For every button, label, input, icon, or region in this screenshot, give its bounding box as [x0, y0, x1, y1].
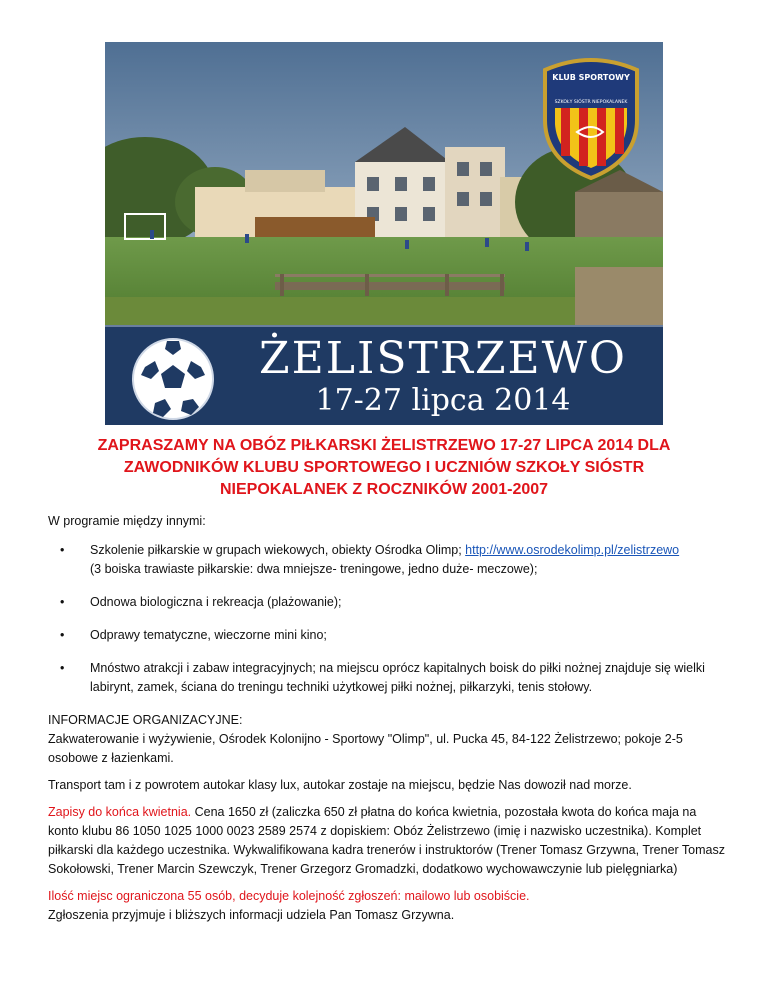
invitation-headline: ZAPRASZAMY NA OBÓZ PIŁKARSKI ŻELISTRZEWO 17-27 LIPCA 2014 DLA ZAWODNIKÓW KLUBU SPORTOWEGO I UCZNIÓW SZKOŁY SIÓSTR NIEPOKALANEK Z ROCZNIKÓW 2001-2007: [97, 437, 671, 498]
item-recovery: Odnowa biologiczna i rekreacja (plażowanie);: [90, 595, 342, 609]
list-item: [48, 659, 728, 697]
svg-text:KLUB SPORTOWY: KLUB SPORTOWY: [552, 73, 630, 82]
program-intro: W programie między innymi:: [48, 514, 206, 528]
program-list: [48, 541, 728, 697]
banner-dates: 17-27 lipca 2014: [315, 383, 571, 418]
item-attractions: Mnóstwo atrakcji i zabaw integracyjnych; na miejscu oprócz kapitalnych boisk do piłki nożnej znajduje się wielki labirynt, zamek, ściana do treningu techniki użytkowej piłki nożnej, piłkarzyki, tenis stołowy.: [90, 661, 705, 694]
bullet: •: [60, 543, 65, 557]
item-training-details: (3 boiska trawiaste piłkarskie: dwa mniejsze- treningowe, jedno duże- meczowe);: [90, 562, 538, 576]
info-accommodation: Zakwaterowanie i wyżywienie, Ośrodek Kolonijno - Sportowy "Olimp", ul. Pucka 45, 84-122 Żelistrzewo; pokoje 2-5 osobowe z łazienkami.: [48, 732, 683, 765]
bullet: •: [60, 661, 65, 675]
camp-banner: [105, 42, 663, 425]
item-training-text: Szkolenie piłkarskie w grupach wiekowych, obiekty Ośrodka Olimp;: [90, 543, 466, 557]
info-price-paragraph: [48, 803, 728, 879]
club-crest-logo: [537, 50, 645, 180]
list-item: [48, 541, 728, 579]
info-heading: INFORMACJE ORGANIZACYJNE:: [48, 713, 243, 727]
banner-title-strip: [105, 325, 663, 425]
osrodek-olimp-link[interactable]: http://www.osrodekolimp.pl/zelistrzewo: [465, 543, 680, 557]
list-item: [48, 593, 728, 612]
places-limit: Ilość miejsc ograniczona 55 osób, decyduje kolejność zgłoszeń: mailowo lub osobiście.: [48, 889, 530, 903]
banner-title: ŻELISTRZEWO: [259, 333, 627, 384]
svg-text:SZKOŁY SIÓSTR NIEPOKALANEK: SZKOŁY SIÓSTR NIEPOKALANEK: [554, 100, 628, 105]
info-transport: Transport tam i z powrotem autokar klasy lux, autokar zostaje na miejscu, będzie Nas dowoził nad morze.: [48, 778, 632, 792]
soccer-ball-icon: [131, 337, 215, 421]
bullet: •: [60, 628, 65, 642]
contact-info: Zgłoszenia przyjmuje i bliższych informacji udziela Pan Tomasz Grzywna.: [48, 908, 455, 922]
item-briefings: Odprawy tematyczne, wieczorne mini kino;: [90, 628, 327, 642]
list-item: [48, 626, 728, 645]
price-details: Cena 1650 zł (zaliczka 650 zł płatna do końca kwietnia, pozostała kwota do końca maja na konto klubu 86 1050 1025 1000 0023 2589 2574 z dopiskiem: Obóz Żelistrzewo (imię i nazwisko uczestnika). Komplet piłkarski dla każdego uczestnika. Wykwalifikowana kadra trenerów i instruktorów (Trener Tomasz Grzywna, Trener Tomasz Sokołowski, Trener Marcin Szewczyk, Trener Grzegorz Gromadzki, dodatkowo wychowawczynie lub pielęgniarka): [48, 805, 725, 876]
bullet: •: [60, 595, 65, 609]
registration-deadline: Zapisy do końca kwietnia.: [48, 805, 192, 819]
document-body: [48, 512, 728, 925]
